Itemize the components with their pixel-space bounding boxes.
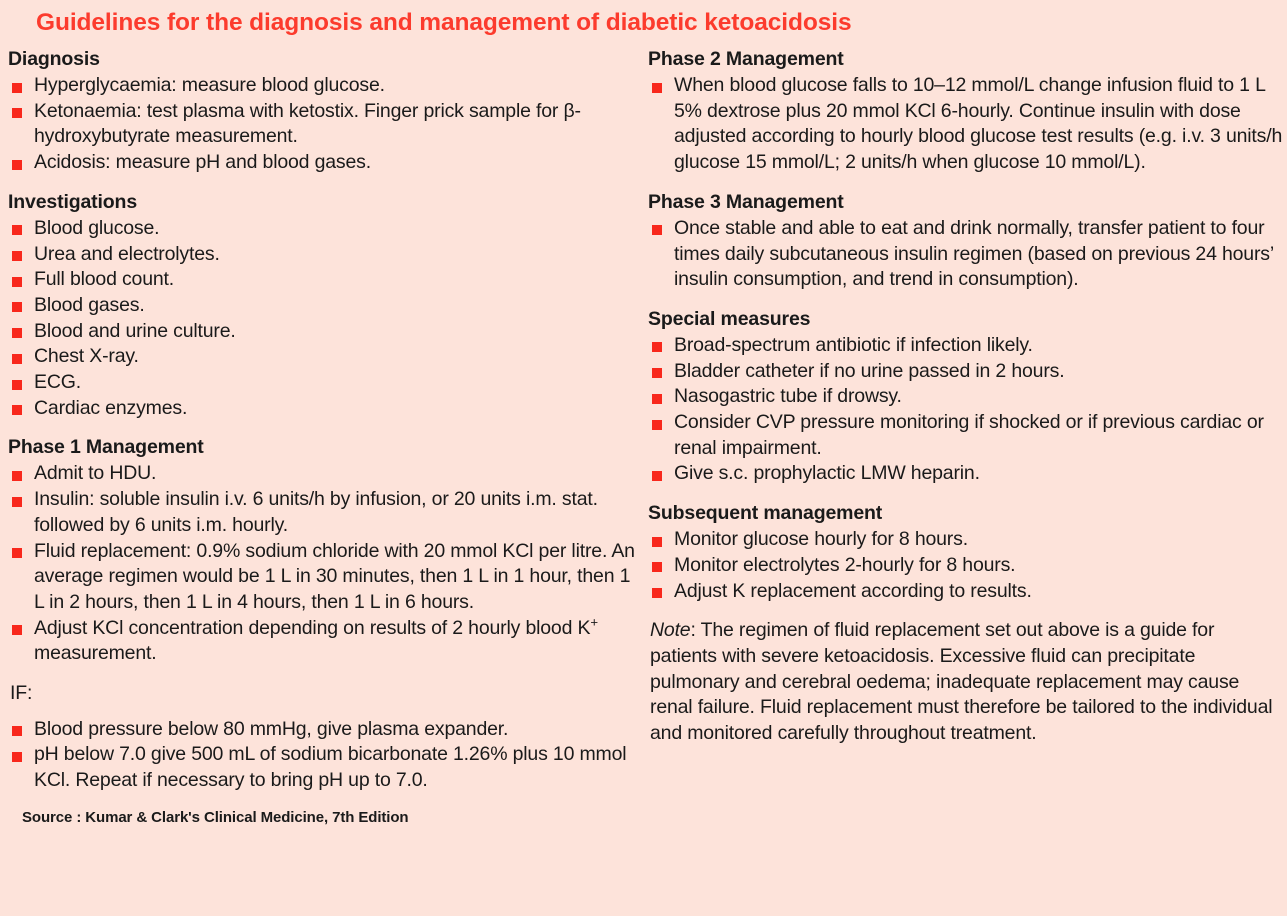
list-item: Insulin: soluble insulin i.v. 6 units/h by infusion, or 20 units i.m. stat. followed by 6 units i.m. hourly. — [8, 487, 640, 538]
bullet-list-if — [8, 717, 640, 794]
list-item: Ketonaemia: test plasma with ketostix. Finger prick sample for β-hydroxybutyrate measurement. — [8, 99, 640, 150]
section-investigations — [8, 190, 640, 422]
list-item: When blood glucose falls to 10–12 mmol/L change infusion fluid to 1 L 5% dextrose plus 20 mmol KCl 6-hourly. Continue insulin with dose adjusted according to hourly blood glucose test results (e.g. i.v. 3 units/h glucose 15 mmol/L; 2 units/h when glucose 10 mmol/L). — [648, 73, 1285, 176]
list-item: Urea and electrolytes. — [8, 242, 640, 268]
section-subsequent-management — [648, 501, 1285, 604]
list-item: pH below 7.0 give 500 mL of sodium bicarbonate 1.26% plus 10 mmol KCl. Repeat if necessary to bring pH up to 7.0. — [8, 742, 640, 793]
bullet-list-investigations — [8, 216, 640, 422]
section-diagnosis — [8, 47, 640, 176]
section-heading-special-measures: Special measures — [648, 307, 811, 330]
list-item: Admit to HDU. — [8, 461, 640, 487]
bullet-list-phase-1 — [8, 461, 640, 667]
section-phase-2-management — [648, 47, 1285, 176]
section-special-measures — [648, 307, 1285, 487]
list-item: Blood and urine culture. — [8, 319, 640, 345]
page-title: Guidelines for the diagnosis and management of diabetic ketoacidosis — [36, 9, 852, 36]
note-body: : The regimen of fluid replacement set out above is a guide for patients with severe ketoacidosis. Excessive fluid can precipitate pulmonary and cerebral oedema; inadequate replacement may cause renal failure. Fluid replacement must therefore be tailored to the individual and monitored carefully throughout treatment. — [650, 619, 1273, 745]
list-item: Give s.c. prophylactic LMW heparin. — [648, 461, 1285, 487]
source-attribution: Source : Kumar & Clark's Clinical Medicine, 7th Edition — [22, 808, 409, 826]
list-item: Chest X-ray. — [8, 344, 640, 370]
note-label: Note — [650, 619, 691, 642]
list-item-text-after: measurement. — [34, 642, 157, 665]
section-heading-investigations: Investigations — [8, 190, 138, 213]
section-heading-phase-2-management: Phase 2 Management — [648, 48, 844, 70]
list-item: Acidosis: measure pH and blood gases. — [8, 150, 640, 176]
list-item: Blood glucose. — [8, 216, 640, 242]
list-item-text-before: Adjust KCl concentration depending on results of 2 hourly blood K — [34, 616, 591, 639]
list-item: Fluid replacement: 0.9% sodium chloride with 20 mmol KCl per litre. An average regimen would be 1 L in 30 minutes, then 1 L in 1 hour, then 1 L in 2 hours, then 1 L in 4 hours, then 1 L in 6 hours. — [8, 539, 640, 616]
list-item: Cardiac enzymes. — [8, 396, 640, 422]
list-item: Blood gases. — [8, 293, 640, 319]
list-item: Blood pressure below 80 mmHg, give plasma expander. — [8, 717, 640, 743]
bullet-list-diagnosis — [8, 73, 640, 176]
section-heading-diagnosis: Diagnosis — [8, 48, 100, 70]
superscript-plus: + — [590, 614, 598, 630]
section-phase-3-management — [648, 190, 1285, 293]
section-heading-subsequent-management: Subsequent management — [648, 502, 883, 525]
list-item: Consider CVP pressure monitoring if shocked or if previous cardiac or renal impairment. — [648, 410, 1285, 461]
list-item: Once stable and able to eat and drink normally, transfer patient to four times daily subcutaneous insulin regimen (based on previous 24 hours’ insulin consumption, and trend in consumption). — [648, 216, 1285, 293]
list-item: Hyperglycaemia: measure blood glucose. — [8, 73, 640, 99]
list-item: Monitor glucose hourly for 8 hours. — [648, 527, 1285, 553]
list-item-potassium — [8, 616, 640, 667]
note-paragraph — [650, 618, 1285, 747]
section-if — [8, 681, 640, 794]
list-item: Bladder catheter if no urine passed in 2 hours. — [648, 359, 1285, 385]
right-column — [640, 47, 1285, 747]
list-item: Broad-spectrum antibiotic if infection likely. — [648, 333, 1285, 359]
two-column-body — [0, 38, 1287, 828]
bullet-list-subsequent-management — [648, 527, 1285, 604]
list-item: Full blood count. — [8, 267, 640, 293]
section-phase-1-management — [8, 435, 640, 667]
bullet-list-phase-2 — [648, 73, 1285, 176]
bullet-list-special-measures — [648, 333, 1285, 487]
bullet-list-phase-3 — [648, 216, 1285, 293]
if-label: IF: — [10, 682, 33, 705]
left-column — [0, 47, 640, 828]
list-item: Monitor electrolytes 2-hourly for 8 hours. — [648, 553, 1285, 579]
list-item: ECG. — [8, 370, 640, 396]
section-heading-phase-1-management: Phase 1 Management — [8, 436, 204, 459]
list-item: Nasogastric tube if drowsy. — [648, 384, 1285, 410]
list-item: Adjust K replacement according to results. — [648, 579, 1285, 605]
section-heading-phase-3-management: Phase 3 Management — [648, 190, 844, 213]
